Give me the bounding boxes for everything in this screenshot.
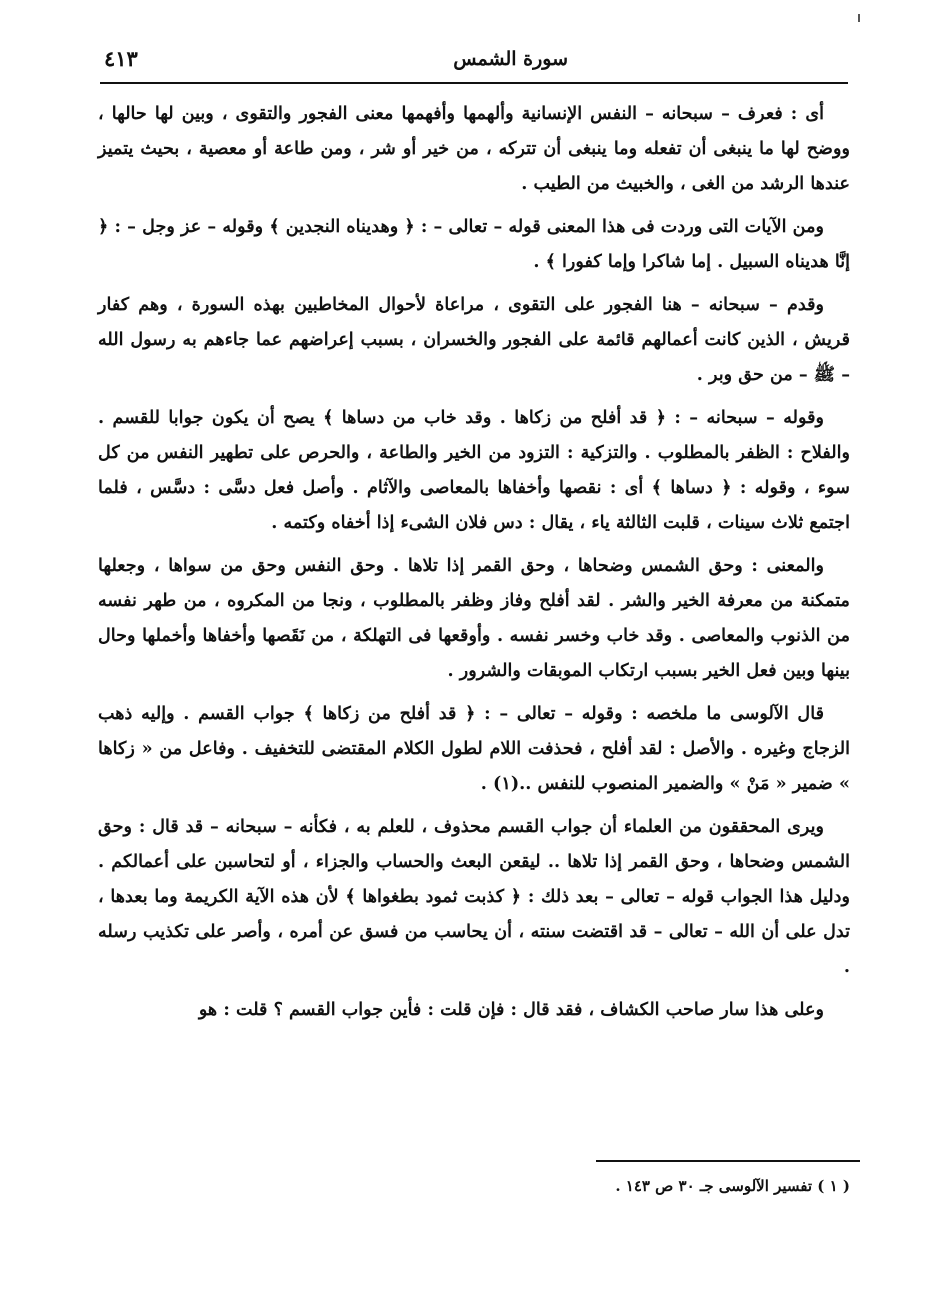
- paragraph-5: والمعنى : وحق الشمس وضحاها ، وحق القمر إذا تلاها . وحق النفس وحق من سواها ، وجعلها متمكنة من معرفة الخير والشر . لقد أفلح وفاز وظفر بالمطلوب ، ونجا من المكروه ، من طهر نفسه من الذنوب والمعاصى . وقد خاب وخسر نفسه . وأوقعها فى التهلكة ، من نَقَصها وأخفاها وأخملها وحال بينها وبين فعل الخير بسبب ارتكاب الموبقات والشرور .: [98, 555, 850, 681]
- header-divider: [100, 82, 848, 84]
- scan-mark: [858, 14, 860, 22]
- main-text: [98, 96, 850, 1027]
- page-header: [100, 44, 848, 84]
- paragraph-1: أى : فعرف – سبحانه – النفس الإنسانية وألهمها وأفهمها معنى الفجور والتقوى ، وبين لها حالها ، ووضح لها ما ينبغى أن تفعله وما ينبغى أن تتركه ، من خير أو شر ، ومن طاعة أو معصية ، بحيث يتميز عندها الرشد من الغى ، والخبيث من الطيب .: [98, 103, 850, 194]
- paragraph-6: قال الآلوسى ما ملخصه : وقوله – تعالى – : ﴿ قد أفلح من زكاها ﴾ جواب القسم . وإليه ذهب الزجاج وغيره . والأصل : لقد أفلح ، فحذفت اللام لطول الكلام المقتضى للتخفيف . وفاعل من « زكاها » ضمير « مَنْ » والضمير المنصوب للنفس ..(١) .: [98, 703, 850, 794]
- footnote: ( ١ ) تفسير الآلوسى جـ ٣٠ ص ١٤٣ .: [615, 1177, 850, 1195]
- paragraph-7: ويرى المحققون من العلماء أن جواب القسم محذوف ، للعلم به ، فكأنه – سبحانه – قد قال : وحق الشمس وضحاها ، وحق القمر إذا تلاها .. ليقعن البعث والحساب والجزاء ، أو لتحاسبن على أعمالكم . ودليل هذا الجواب قوله – تعالى – بعد ذلك : ﴿ كذبت ثمود بطغواها ﴾ لأن هذه الآية الكريمة وما بعدها ، تدل على أن الله – تعالى – قد اقتضت سنته ، أن يحاسب من فسق عن أمره ، وأصر على تكذيب رسله .: [98, 816, 850, 977]
- surah-title: سورة الشمس: [453, 48, 568, 70]
- paragraph-3: وقدم – سبحانه – هنا الفجور على التقوى ، مراعاة لأحوال المخاطبين بهذه السورة ، وهم كفار قريش ، الذين كانت أعمالهم قائمة على الفجور والخسران ، بسبب إعراضهم عما جاءهم به رسول الله – ﷺ – من حق وبر .: [98, 294, 850, 385]
- paragraph-2: ومن الآيات التى وردت فى هذا المعنى قوله – تعالى – : ﴿ وهديناه النجدين ﴾ وقوله – عز وجل – : ﴿ إنَّا هديناه السبيل . إما شاكرا وإما كفورا ﴾ .: [98, 216, 850, 272]
- page-number: ٤١٣: [104, 46, 138, 71]
- footnote-divider: [596, 1160, 860, 1162]
- paragraph-4: وقوله – سبحانه – : ﴿ قد أفلح من زكاها . وقد خاب من دساها ﴾ يصح أن يكون جوابا للقسم . والفلاح : الظفر بالمطلوب . والتزكية : التزود من الخير والطاعة ، والحرص على تطهير النفس من كل سوء ، وقوله : ﴿ دساها ﴾ أى : نقصها وأخفاها بالمعاصى والآثام . وأصل فعل دسَّى : دسَّس ، فلما اجتمع ثلاث سينات ، قلبت الثالثة ياء ، يقال : دس فلان الشىء إذا أخفاه وكتمه .: [98, 407, 850, 533]
- paragraph-8: وعلى هذا سار صاحب الكشاف ، فقد قال : فإن قلت : فأين جواب القسم ؟ قلت : هو: [198, 999, 824, 1020]
